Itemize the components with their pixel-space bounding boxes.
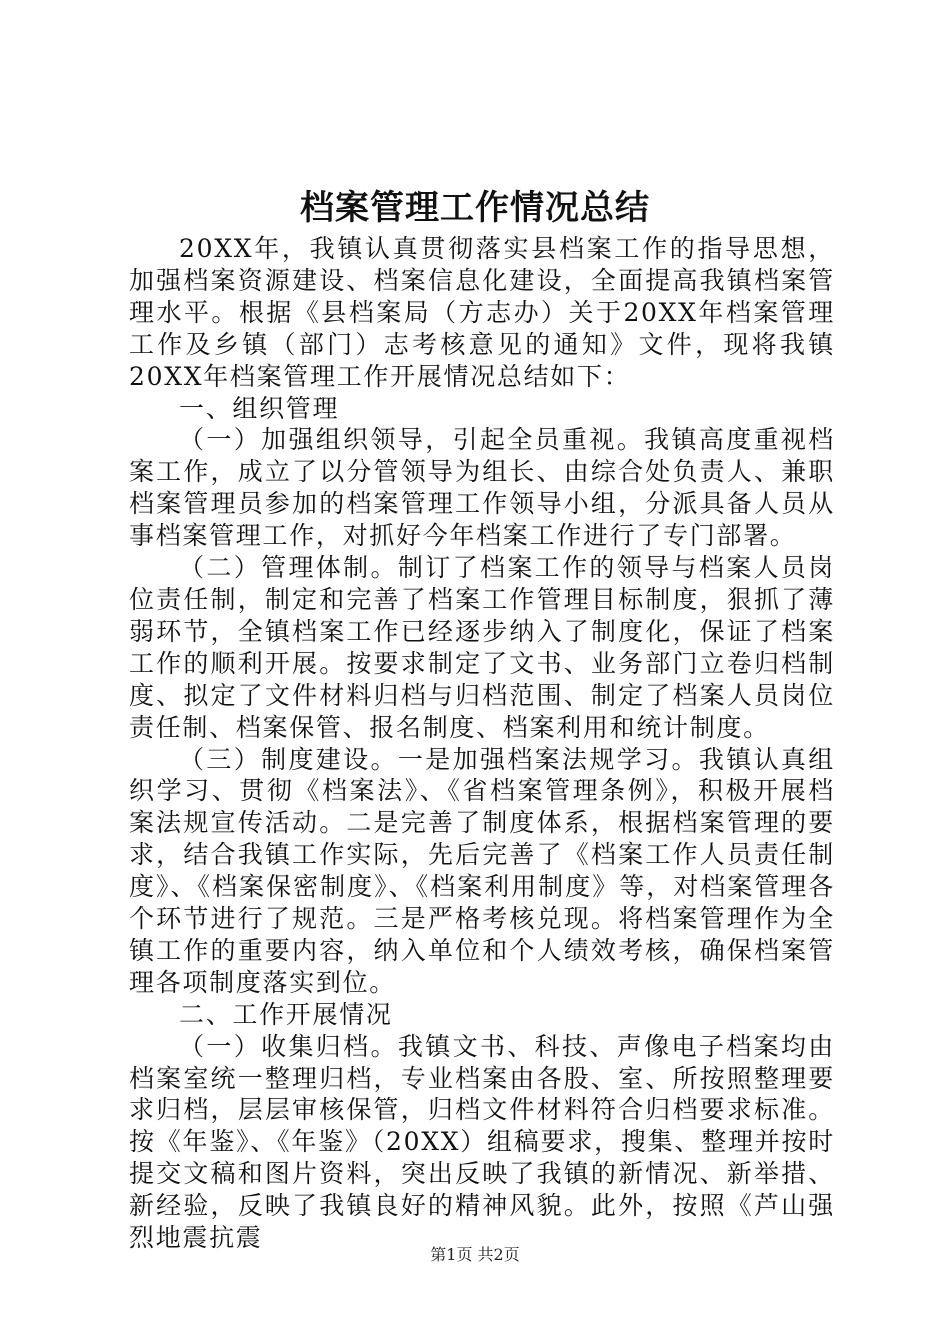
intro-paragraph: 20XX年，我镇认真贯彻落实县档案工作的指导思想，加强档案资源建设、档案信息化建设，全面提高我镇档案管理水平。根据《县档案局（方志办）关于20XX年档案管理工作及乡镇（部门）志考核意见的通知》文件，现将我镇20XX年档案管理工作开展情况总结如下： xyxy=(129,234,835,391)
paragraph-system-building: （三）制度建设。一是加强档案法规学习。我镇认真组织学习、贯彻《档案法》、《省档案管理条例》，积极开展档案法规宣传活动。二是完善了制度体系，根据档案管理的要求，结合我镇工作实际，先后完善了《档案工作人员责任制度》、《档案保密制度》、《档案利用制度》等，对档案管理各个环节进行了规范。三是严格考核兑现。将档案管理作为全镇工作的重要内容，纳入单位和个人绩效考核，确保档案管理各项制度落实到位。 xyxy=(129,744,835,997)
document-title: 档案管理工作情况总结 xyxy=(300,188,650,228)
paragraph-collection-archiving: （一）收集归档。我镇文书、科技、声像电子档案均由档案室统一整理归档，专业档案由各股、室、所按照整理要求归档，层层审核保管，归档文件材料符合归档要求标准。按《年鉴》、《年鉴》（20XX）组稿要求，搜集、整理并按时提交文稿和图片资料，突出反映了我镇的新情况、新举措、新经验，反映了我镇良好的精神风貌。此外，按照《芦山强烈地震抗震 xyxy=(129,1031,835,1253)
section-heading-work-progress: 二、工作开展情况 xyxy=(179,999,393,1029)
paragraph-leadership: （一）加强组织领导，引起全员重视。我镇高度重视档案工作，成立了以分管领导为组长、由综合处负责人、兼职档案管理员参加的档案管理工作领导小组，分派具备人员从事档案管理工作，对抓好今年档案工作进行了专门部署。 xyxy=(129,425,835,551)
section-heading-organization: 一、组织管理 xyxy=(179,393,340,423)
paragraph-management-system: （二）管理体制。制订了档案工作的领导与档案人员岗位责任制，制定和完善了档案工作管理目标制度，狠抓了薄弱环节，全镇档案工作已经逐步纳入了制度化，保证了档案工作的顺利开展。按要求制定了文书、业务部门立卷归档制度、拟定了文件材料归档与归档范围、制定了档案人员岗位责任制、档案保管、报名制度、档案利用和统计制度。 xyxy=(129,553,835,742)
page-footer: 第1页 共2页 xyxy=(430,1245,520,1264)
document-body xyxy=(129,233,835,1254)
